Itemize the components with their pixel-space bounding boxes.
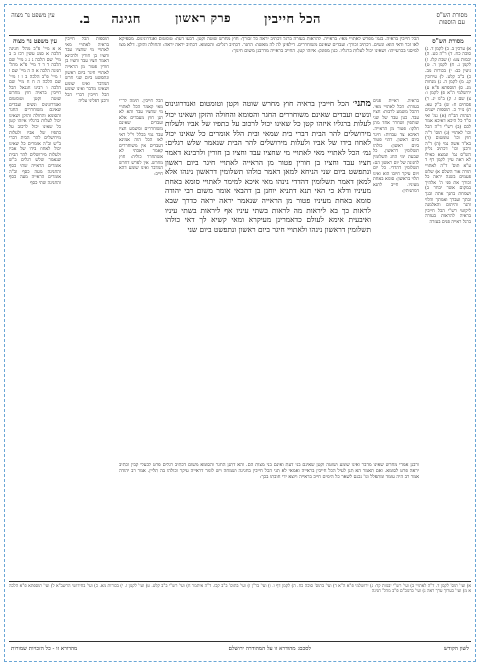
masoret-heading: מסורת הש"ס — [432, 38, 464, 45]
gemara-text — [165, 99, 371, 459]
commentary-bottom-text: ורבנן אמרי מחרש שאינו מדבר ואינו שומע ושוטה וקטן שאינם בני דעת ואינם בני מצות הם. והא דתנן החגר והסומא משום דכתיב רגלים פרט לבעלי קבין וכתיב יראה פרט לסומא. ואם תאמר הא תנן לעיל הכל חייבין בראייה ואמאי לא תני הכל חייבין בחגיגה ושמחה ויש לומר דראייה עיקר וכולהו בה תליין. אמר רב יהודה אמר רב היה עומד ומתפלל וגו' נכנס לשאר כל הימים חייב בראייה ויוצא ידי חובתו בכך: — [119, 463, 419, 480]
ein-mishpat-text: א א מיי' פ"ב מהל' חגיגה הלכה א סמג עשין רכז ב ב מיי' שם הלכה ג ג ג מיי' שם הלכה ד ד ד מיי' פ"א מהל' חגיגה הלכה א ה ה מיי' שם ו ו מיי' פ"ב הלכה ב ז ז מיי' שם הלכה ה ח ח מיי' שם הלכה ו רבינו חננאל הכל חייבין בראיה חוץ מחרש שוטה וקטן וטומטום ואנדרוגינוס ונשים ועבדים שאינם משוחררים החגר והסומא והחולה והזקן ושאינו יכול לעלות ברגליו איזהו קטן כל שאינו יכול לרכוב על כתפיו של אביו ולעלות מירושלים להר הבית דברי ב"ש וב"ה אומרים כל שאינו יכול לאחוז בידו של אביו ולעלות מירושלים להר הבית שנאמר שלש רגלים ב"ש אומרים הראייה שתי כסף והחגיגה מעה כסף וב"ה אומרים הראייה מעה כסף והחגיגה שתי כסף — [9, 46, 61, 186]
footnotes: א) ועי' תוס' לקמן ד. ד"ה לאתויי ב) ועי' רש"י יבמות קד: ג) ירושלמי פ"א ה"א ד) ועי' בתוס' סוכה כח. ה) לקמן דף ו. ו) ועי' בר"ן ז) ועי' בתוס' ב"ב קכז. ד"ה איתמר ח) ועי' רש"י ב"ב קלט. ט) ועי' לקמן ז. י) בכורות מא. כ) ועי' בחידושי הרשב"א ל) ועי' תוספתא פ"א הלכה א מ) ועי' בערוך ערך ראה נ) ועי' ברמב"ם פ"ב מהל' חגיגה — [9, 581, 471, 640]
center-block — [119, 37, 419, 577]
daf-number: ב. — [79, 12, 90, 27]
masoret-hashas-column — [425, 37, 471, 577]
ein-mishpat-heading: עין משפט נר מצוה — [12, 38, 58, 45]
tractate-name: חגיגה — [111, 12, 141, 27]
rashi-top-text: הכל חייבין בראיה. בגמ' מפרש לאתויי מאי: בראייה. להראות בעזרה ברגל דכתיב יראה כל זכורך: חוץ מחרש שוטה וקטן. דבעו דעת: טומטום ואנדרוגינוס. מספיקא לאו זכר ודאי הוא: ונשים. דכתיב זכורך: ועבדים שאינם משוחררים. דילפינן לה לה מאשה: החגר. דכתיב רגלים: והסומא. דכתיב יראה יראה: והחולה והזקן. דלא מצו למיסגי בכרעייהו: ושאינו יכול לעלות ברגליו. כגון מפונק: איזהו קטן. החייב בראייה מדרבנן משום חינוך: — [119, 37, 419, 54]
page-header — [9, 9, 471, 36]
chapter-number: פרק ראשון — [175, 11, 231, 25]
page-footer — [9, 641, 471, 656]
masoret-text: א) ערכין ב. ב) לקמן ד. ג) סוכה כח. ד) ר"ה כט. ה) יבמות צט: ו) שבת קלז. ז) לקמן ג. ח) לקמן ד. ט) גיטין כב: י) בכורות מב. כ) ב"ב קלט. ל) עירובין קג. מ) לקמן ה. נ) מנחות מג. ס) תוספתא פ"א ע) ירושלמי ה"א פ) לקמן ו: צ) שם ז. ק) ב"מ יג. ר) פסחים ח: ש) ב"ק עא. ת) נזיר כ. תוספות ישנים הגהות הב"ח (א) גמ' ואי ס"ד כל היכא דאיכא אמר לכם (ב) רש"י ד"ה הכל וכו' לאתויי (ג) תוס' ד"ה חוץ וכו' טומטום (ד) בא"ד אשה נמי (ה) ד"ה ורבנן וכו' דכתיב גליון הש"ס גמ' ונמצא כאילו לא ראה עיין לקמן דף ד ע"א תוס' ד"ה לאתויי תורה אור השלם א) שלש פעמים בשנה יראה כל זכורך את פני ה' אלהיך במקום אשר יבחר ב) ושמחת בחגך אתה ובנך ובתך ועבדך ואמתך והלוי והגר והיתום והאלמנה ליקוטי רש"י הכל חייבין בראיה להראות בעזרה ברגל ראייה פנים בעזרה — [425, 46, 471, 225]
tosafot-column: תוספות הכל חייבין בראיה לאתויי מאי לאתויי מי שחציו עבד וחציו בן חורין ולרבינא דאמר חציו עבד וחציו בן חורין פטור מן הראייה לאתויי חיגר ביום ראשון ונתפשט ביום שני חרש המדבר ואינו שומע ושאינו מדבר ואינו שומע הכל חייבין דברי הכל ורבנן דפליגי עליה — [65, 37, 109, 104]
footer-left: מהדורא זו - כל הזכויות שמורות — [11, 646, 78, 652]
rashi-side-text: בראיה. ראיית פנים בעזרה: הכל לאתויי מאי. דהכל משמע לרבות: חציו עבד. כגון עבד של שני שותפין ושחרר אחד מהן חלקו: פטור מן הראייה. דאיכא צד עבדות: חיגר ביום ראשון. דהוי פטור ביום ראשון: כולהו תשלומין דראשון. כל שבעת ימי החג תשלומין לחגיגה של יום ראשון הם: תשלומין דהדדי. כל יום ויום עיקר חיובו הוא ואינו תלוי בראשון: סומא באחת מעיניו. חייב לתנא דמתניתין: — [373, 99, 419, 194]
chapter-title: הכל חייבין — [264, 12, 321, 27]
ein-mishpat-column — [9, 37, 61, 577]
tosafot-side-text: הכל חייבין. תימה לר"י מאי קאמר הכל לאתויי מי שחציו עבד והא לא תנן חוץ מעבדים אלא ועבדים שאינם משוחררים ומשמע חציו עבד נמי בכלל וי"ל דאי לאו הכל הוה אמינא דעבדים אין משוחררים קאמר דאכתי לא אשתחרר כוליה: חוץ מחרש. אין לפרש דחרש המדבר ואינו שומע דהא חייב: — [119, 99, 163, 177]
footer-center: לסכם: מהודרא זו על המהודרה ירושלם — [228, 646, 311, 652]
talmud-page — [9, 9, 471, 657]
mishna-marker: מתני׳ — [352, 99, 371, 109]
header-left-label: עין משפט נר מצוה — [11, 12, 55, 19]
footer-right: לשון הקודש — [443, 646, 469, 652]
gemara-body: הכל חייבין בראיה חוץ מחרש שוטה וקטן וטומטום ואנדרוגינוס ונשים ועבדים שאינם משוחררים החגר והסומא והחולה והזקן ושאינו יכול לעלות ברגליו איזהו קטן כל שאינו יכול לרכוב על כתפיו של אביו ולעלות מירושלים להר הבית דברי בית שמאי ובית הלל אומרים כל שאינו יכול לאחוז בידו של אביו ולעלות מירושלים להר הבית שנאמר שלש רגלים: גמ׳ הכל לאתויי מאי לאתויי מי שחציו עבד וחציו בן חורין ולרבינא דאמר חציו עבד וחציו בן חורין פטור מן הראייה לאתויי חיגר ביום ראשון ונתפשט ביום שני הניחא למאן דאמר כולהו תשלומין דראשון נינהו אלא למאן דאמר תשלומין דהדדי נינהו מאי איכא למימר לאתויי סומא באחת מעיניו ודלא כי האי תנא דתניא יוחנן בן דהבאי אומר משום רבי יהודה סומא באחת מעיניו פטור מן הראייה שנאמר יראה יראה כדרך שבא לראות כך בא ליראות מה לראות בשתי עיניו אף ליראות בשתי עיניו ואיבעית אימא לעולם כדאמרינן מעיקרא ומאי קשיא לך דאי כולהו תשלומין דראשון נינהו ולאתויי חיגר ביום ראשון ונתפשט ביום שני — [165, 99, 371, 234]
header-right-label: מסורת הש"ס עם הוספות — [436, 12, 468, 26]
